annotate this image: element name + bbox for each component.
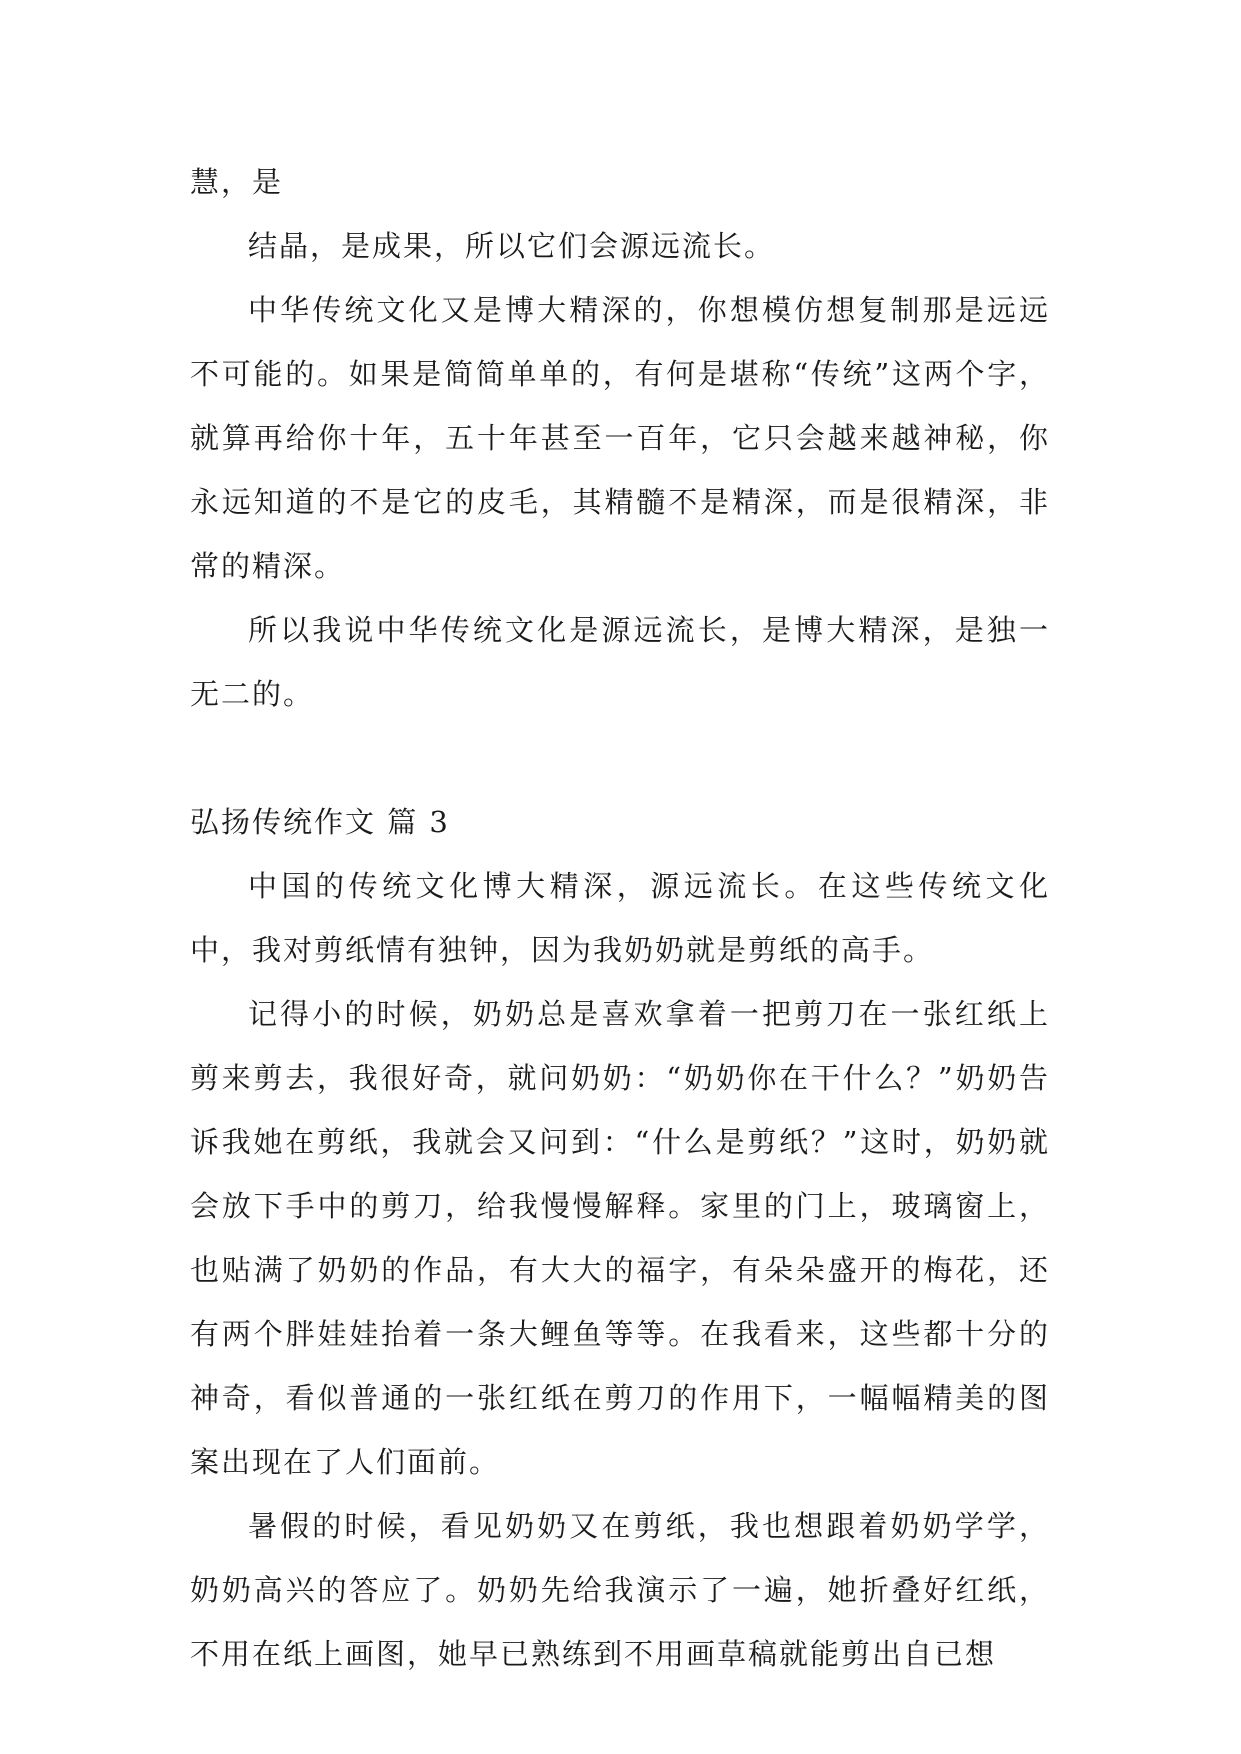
paragraph: 所以我说中华传统文化是源远流长，是博大精深，是独一无二的。 bbox=[190, 613, 1050, 711]
section-gap bbox=[190, 726, 1050, 790]
paragraph: 暑假的时候，看见奶奶又在剪纸，我也想跟着奶奶学学，奶奶高兴的答应了。奶奶先给我演示了一遍，她折叠好红纸，不用在纸上画图，她早已熟练到不用画草稿就能剪出自已想 bbox=[190, 1509, 1050, 1671]
document-body bbox=[190, 150, 1050, 1686]
paragraph: 中华传统文化又是博大精深的，你想模仿想复制那是远远不可能的。如果是简简单单的，有何是堪称“传统”这两个字，就算再给你十年，五十年甚至一百年，它只会越来越神秘，你永远知道的不是它的皮毛，其精髓不是精深，而是很精深，非常的精深。 bbox=[190, 293, 1050, 583]
section-title: 弘扬传统作文 篇 3 bbox=[190, 805, 450, 839]
paragraph: 中国的传统文化博大精深，源远流长。在这些传统文化中，我对剪纸情有独钟，因为我奶奶就是剪纸的高手。 bbox=[190, 869, 1050, 967]
continuation-line: 慧，是 bbox=[190, 165, 284, 199]
paragraph: 记得小的时候，奶奶总是喜欢拿着一把剪刀在一张红纸上剪来剪去，我很好奇，就问奶奶：“奶奶你在干什么？”奶奶告诉我她在剪纸，我就会又问到：“什么是剪纸？”这时，奶奶就会放下手中的剪刀，给我慢慢解释。家里的门上，玻璃窗上，也贴满了奶奶的作品，有大大的福字，有朵朵盛开的梅花，还有两个胖娃娃抬着一条大鲤鱼等等。在我看来，这些都十分的神奇，看似普通的一张红纸在剪刀的作用下，一幅幅精美的图案出现在了人们面前。 bbox=[190, 997, 1050, 1479]
paragraph: 结晶，是成果，所以它们会源远流长。 bbox=[248, 229, 776, 263]
